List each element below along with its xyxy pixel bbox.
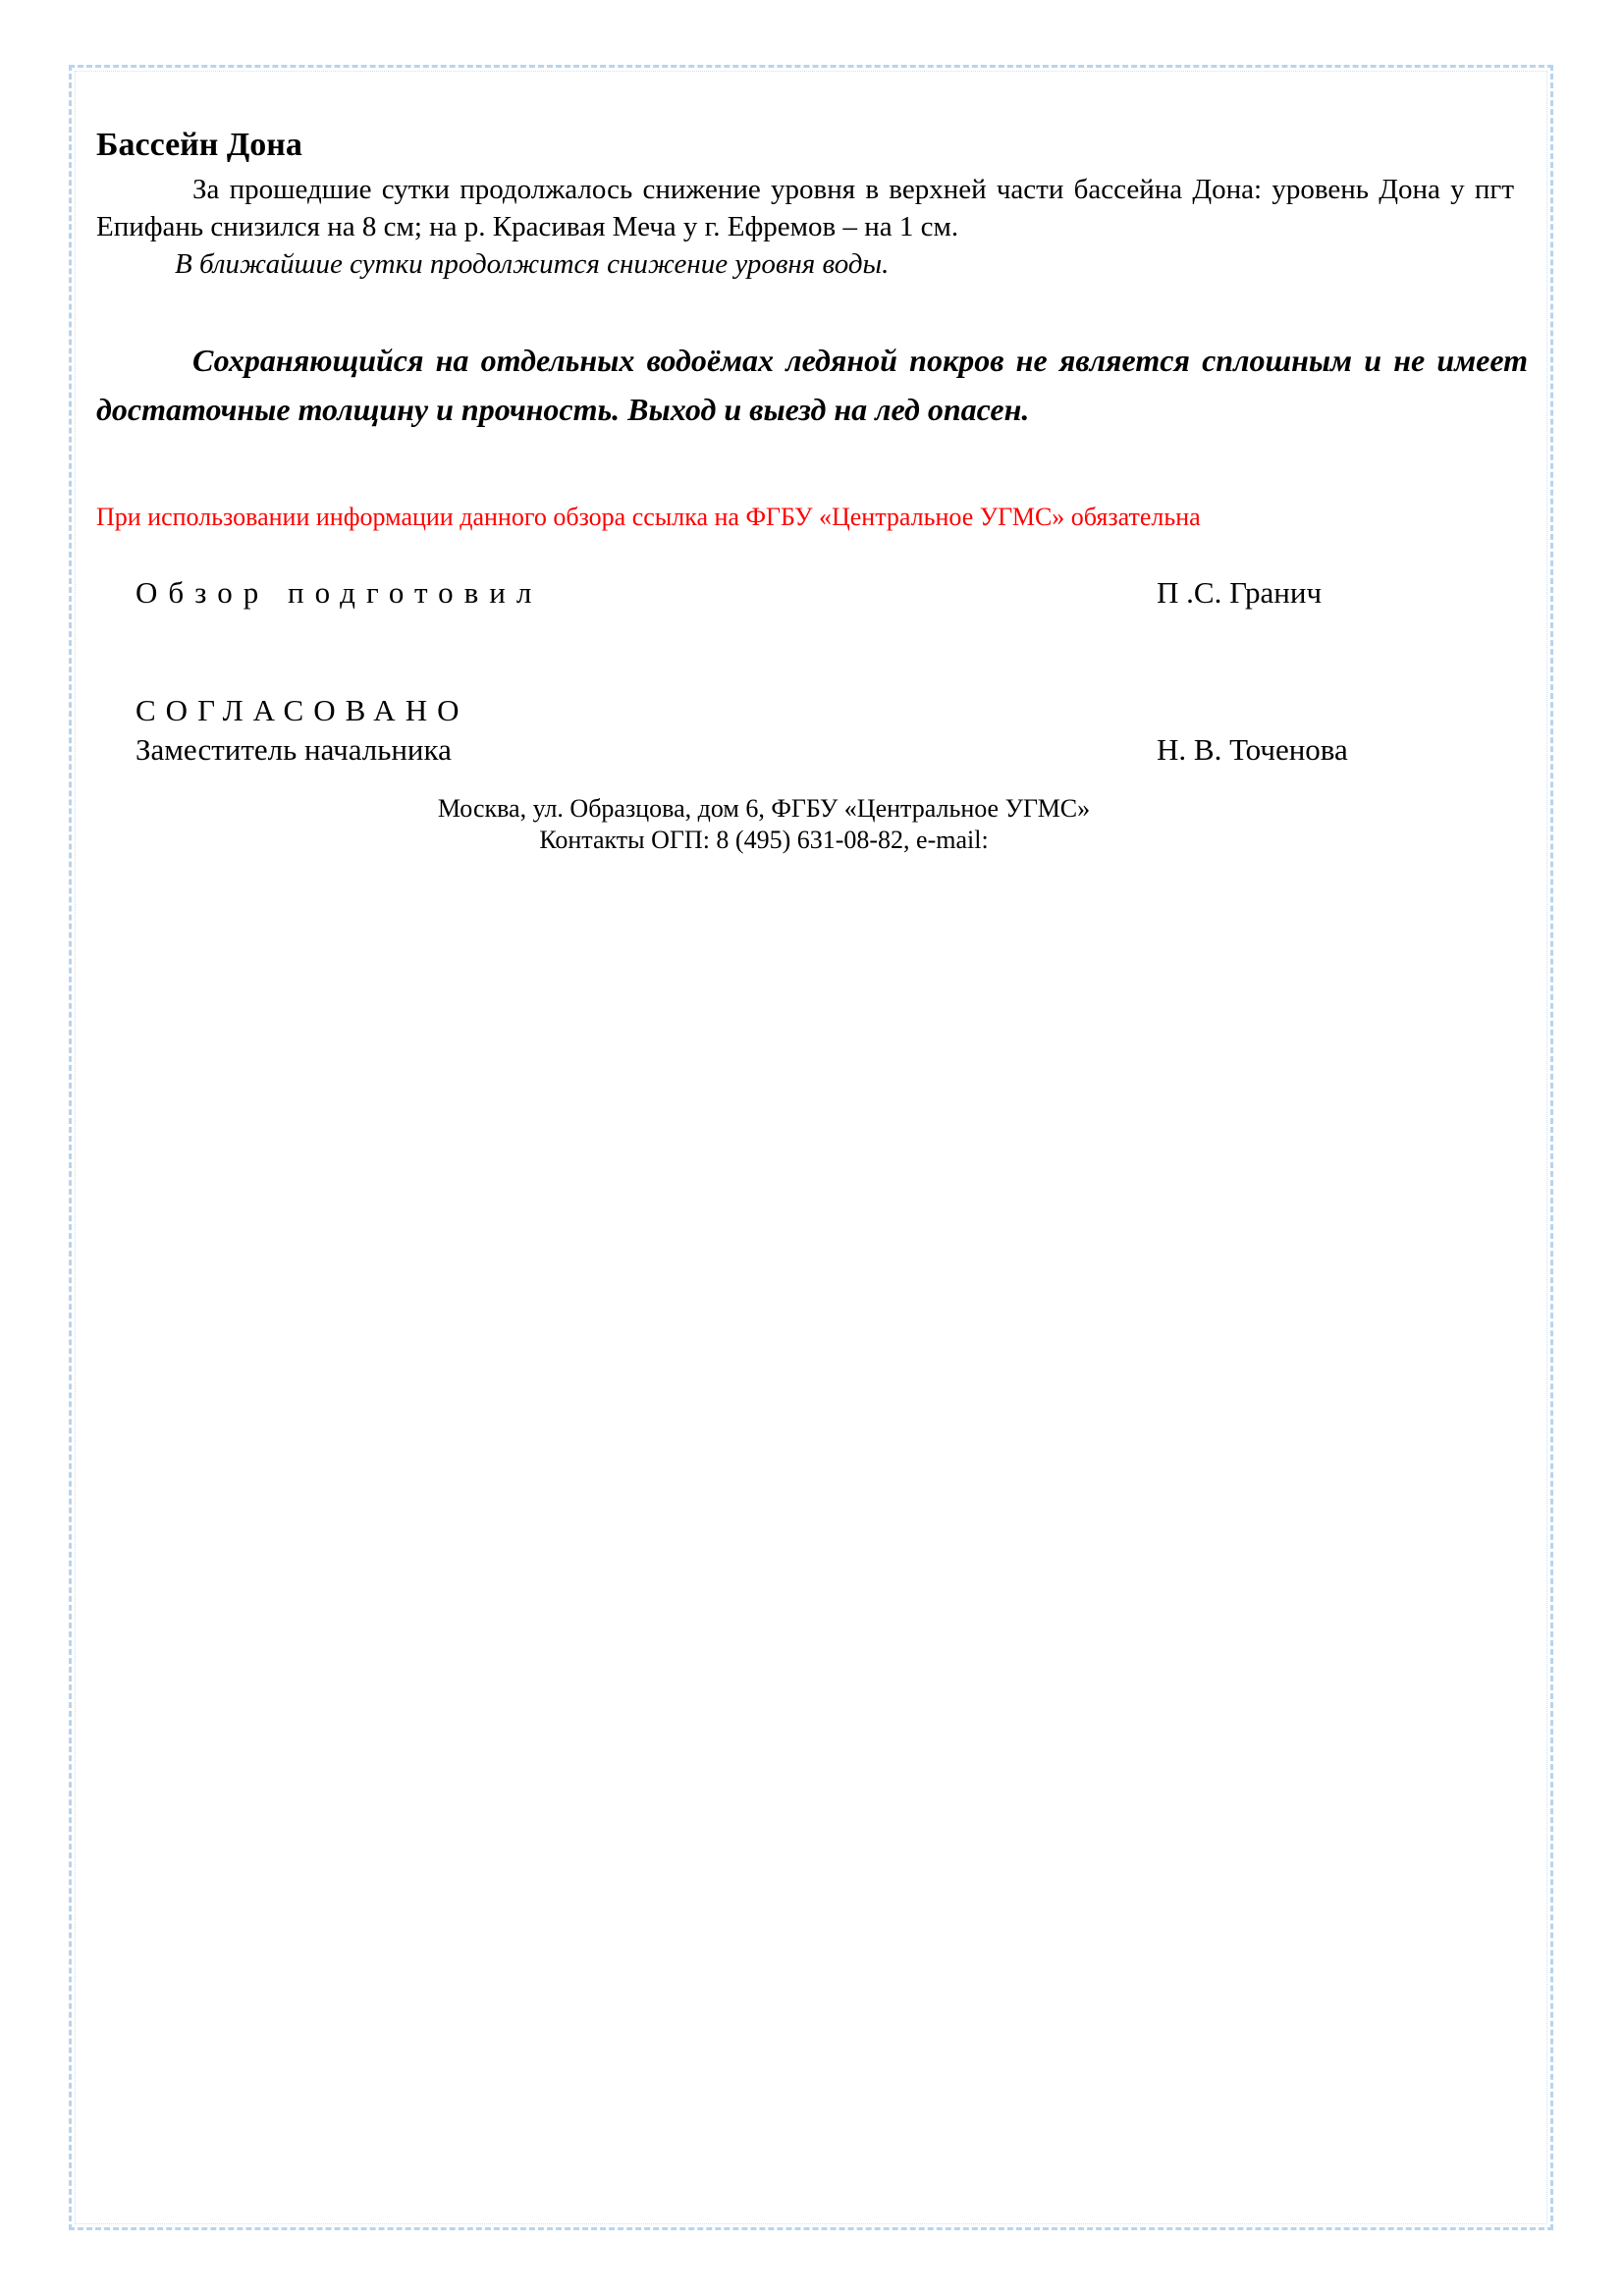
footer-address: Москва, ул. Образцова, дом 6, ФГБУ «Центральное УГМС» bbox=[437, 794, 1091, 823]
ice-warning: Сохраняющийся на отдельных водоёмах ледяной покров не является сплошным и не имеет достаточные толщину и прочность. Выход и выезд на лед опасен. bbox=[96, 343, 1528, 427]
usage-notice: При использовании информации данного обзора ссылка на ФГБУ «Центральное УГМС» обязательна bbox=[96, 503, 1201, 531]
prepared-by-row bbox=[96, 573, 1540, 613]
forecast-line: В ближайшие сутки продолжится снижение уровня воды. bbox=[175, 248, 890, 280]
footer bbox=[96, 793, 1432, 856]
section-heading: Бассейн Дона bbox=[96, 127, 302, 163]
prepared-label: Обзор подготовил bbox=[135, 575, 543, 610]
prepared-name: П .С. Гранич bbox=[1157, 575, 1323, 610]
section-paragraph: За прошедшие сутки продолжалось снижение уровня в верхней части бассейна Дона: уровень Дона у пгт Епифань снизился на 8 см; на р. Красивая Меча у г. Ефремов – на 1 см. bbox=[96, 174, 1514, 242]
document-body bbox=[96, 124, 1540, 856]
approved-label: СОГЛАСОВАНО bbox=[135, 693, 469, 727]
approver-row bbox=[96, 730, 1540, 770]
approver-title: Заместитель начальника bbox=[135, 732, 452, 767]
approved-row bbox=[96, 691, 1540, 730]
footer-contacts: Контакты ОГП: 8 (495) 631-08-82, e-mail: bbox=[539, 826, 989, 854]
forecast-text: В ближайшие сутки продолжится снижение уровня воды bbox=[175, 248, 883, 280]
approver-name: Н. В. Точенова bbox=[1157, 732, 1348, 767]
